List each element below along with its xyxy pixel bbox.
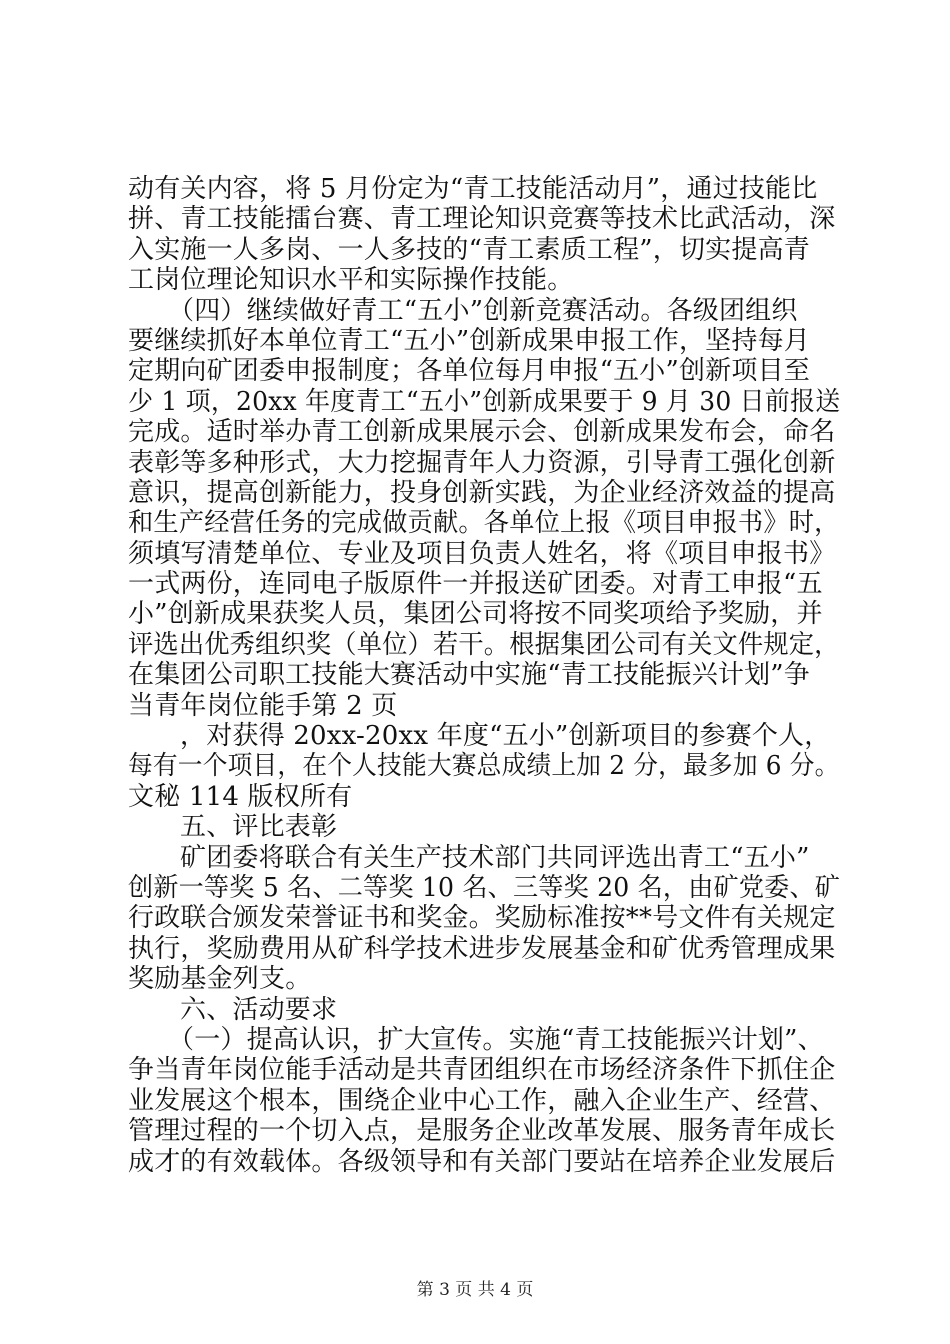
text-line: 一式两份，连同电子版原件一并报送矿团委。对青工申报“五: [128, 569, 823, 600]
text-line: 管理过程的一个切入点，是服务企业改革发展、服务青年成长: [128, 1116, 836, 1147]
text-line: 执行，奖励费用从矿科学技术进步发展基金和矿优秀管理成果: [128, 933, 836, 964]
text-line: 当青年岗位能手第 2 页: [128, 690, 398, 721]
text-line: 入实施一人多岗、一人多技的“青工素质工程”，切实提高青: [128, 234, 810, 265]
text-line: 少 1 项，20xx 年度青工“五小”创新成果要于 9 月 30 日前报送: [128, 386, 841, 417]
page-number: 第 3 页 共 4 页: [416, 1280, 534, 1300]
text-line: 每有一个项目，在个人技能大赛总成绩上加 2 分，最多加 6 分。: [128, 751, 840, 782]
section-heading: 六、活动要求: [180, 994, 338, 1025]
text-line: 争当青年岗位能手活动是共青团组织在市场经济条件下抓住企: [128, 1055, 836, 1086]
text-line: 创新一等奖 5 名、二等奖 10 名、三等奖 20 名，由矿党委、矿: [128, 872, 841, 903]
text-line: 在集团公司职工技能大赛活动中实施“青工技能振兴计划”争: [128, 660, 810, 691]
text-line: 定期向矿团委申报制度；各单位每月申报“五小”创新项目至: [128, 356, 810, 387]
paragraph-heading: （一）提高认识，扩大宣传。实施“青工技能振兴计划”、: [168, 1024, 824, 1055]
text-line: 意识，提高创新能力，投身创新实践，为企业经济效益的提高: [128, 477, 836, 508]
text-line: 小”创新成果获奖人员，集团公司将按不同奖项给予奖励，并: [128, 599, 823, 630]
text-line: 成才的有效载体。各级领导和有关部门要站在培养企业发展后: [128, 1146, 836, 1177]
section-heading: 五、评比表彰: [180, 812, 338, 843]
text-line: 和生产经营任务的完成做贡献。各单位上报《项目申报书》时，: [128, 508, 840, 539]
text-line: 动有关内容，将 5 月份定为“青工技能活动月”，通过技能比: [128, 174, 818, 204]
text-line: 表彰等多种形式，大力挖掘青年人力资源，引导青工强化创新: [128, 447, 836, 478]
document-body: [128, 174, 840, 1177]
text-line: 行政联合颁发荣誉证书和奖金。奖励标准按**号文件有关规定: [128, 903, 836, 934]
text-line: 要继续抓好本单位青工“五小”创新成果申报工作，坚持每月: [128, 325, 810, 356]
text-line: 矿团委将联合有关生产技术部门共同评选出青工“五小”: [180, 842, 810, 873]
paragraph-heading: （四）继续做好青工“五小”创新竞赛活动。各级团组织: [168, 295, 798, 326]
text-line: ，对获得 20xx-20xx 年度“五小”创新项目的参赛个人，: [180, 721, 831, 752]
text-line: 奖励基金列支。: [128, 964, 312, 995]
text-line: 工岗位理论知识水平和实际操作技能。: [128, 265, 574, 296]
text-line: 评选出优秀组织奖（单位）若干。根据集团公司有关文件规定，: [128, 629, 840, 660]
text-line: 业发展这个根本，围绕企业中心工作，融入企业生产、经营、: [128, 1085, 836, 1116]
text-line: 须填写清楚单位、专业及项目负责人姓名，将《项目申报书》: [128, 538, 836, 569]
text-line: 拼、青工技能擂台赛、青工理论知识竞赛等技术比武活动，深: [128, 204, 836, 235]
page-footer: [0, 1280, 950, 1300]
copyright-line: 文秘 114 版权所有: [128, 781, 353, 812]
text-line: 完成。适时举办青工创新成果展示会、创新成果发布会，命名: [128, 417, 836, 448]
